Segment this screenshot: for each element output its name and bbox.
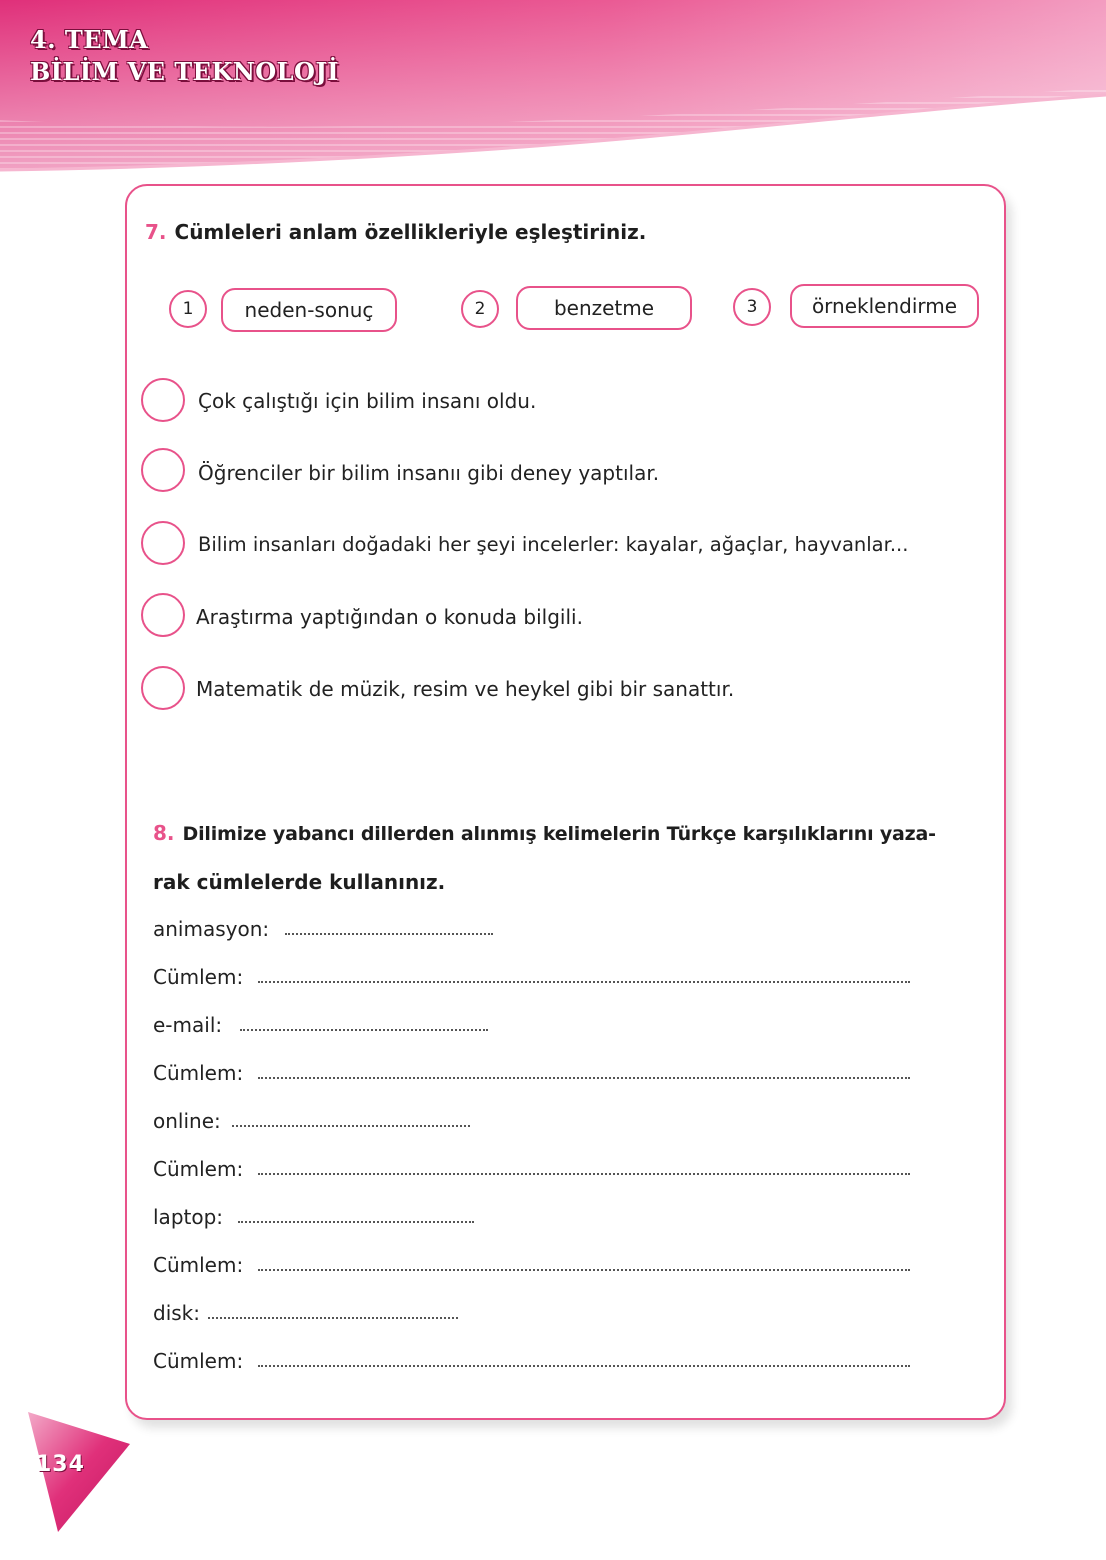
theme-heading (30, 24, 339, 88)
answer-line-disk[interactable] (208, 1317, 458, 1319)
question-7-number: 7. (145, 220, 167, 244)
sentence-label-3: Cümlem: (153, 1157, 244, 1181)
sentence-line-4[interactable] (258, 1269, 910, 1271)
word-email: e-mail: (153, 1013, 223, 1037)
sentence-label-1: Cümlem: (153, 965, 244, 989)
answer-circle-5[interactable] (141, 666, 185, 710)
option-2-label: benzetme (516, 286, 692, 330)
sentence-3: Bilim insanları doğadaki her şeyi incelerler: kayalar, ağaçlar, hayvanlar... (198, 533, 909, 556)
option-1-label: neden-sonuç (221, 288, 397, 332)
sentence-label-2: Cümlem: (153, 1061, 244, 1085)
question-7-prompt (145, 219, 646, 245)
answer-line-laptop[interactable] (238, 1221, 474, 1223)
theme-title: BİLİM VE TEKNOLOJİ (30, 57, 340, 86)
theme-number: 4. TEMA (30, 25, 149, 54)
page-number: 134 (36, 1452, 85, 1477)
answer-circle-4[interactable] (141, 593, 185, 637)
word-laptop: laptop: (153, 1205, 224, 1229)
question-7-text: Cümleleri anlam özellikleriyle eşleştiriniz. (174, 220, 647, 244)
sentence-line-3[interactable] (258, 1173, 910, 1175)
question-8-text-line1: Dilimize yabancı dillerden alınmış kelimelerin Türkçe karşılıklarını yaza- (182, 823, 936, 845)
exercise-card (125, 184, 1006, 1420)
option-3-label: örneklendirme (790, 284, 979, 328)
word-disk: disk: (153, 1301, 200, 1325)
answer-circle-3[interactable] (141, 521, 185, 565)
answer-circle-1[interactable] (141, 378, 185, 422)
sentence-line-1[interactable] (258, 981, 910, 983)
sentence-label-5: Cümlem: (153, 1349, 244, 1373)
header-banner (0, 0, 1106, 190)
sentence-1: Çok çalıştığı için bilim insanı oldu. (198, 389, 537, 413)
option-3-number: 3 (733, 288, 771, 326)
question-8-number: 8. (153, 821, 175, 845)
sentence-4: Araştırma yaptığından o konuda bilgili. (196, 605, 583, 629)
word-animasyon: animasyon: (153, 917, 270, 941)
word-online: online: (153, 1109, 221, 1133)
answer-line-email[interactable] (240, 1029, 488, 1031)
option-1-number: 1 (169, 290, 207, 328)
sentence-line-5[interactable] (258, 1365, 910, 1367)
sentence-line-2[interactable] (258, 1077, 910, 1079)
question-8-prompt-line2: rak cümlelerde kullanınız. (153, 870, 446, 894)
sentence-label-4: Cümlem: (153, 1253, 244, 1277)
answer-circle-2[interactable] (141, 448, 185, 492)
sentence-2: Öğrenciler bir bilim insanıı gibi deney yaptılar. (198, 461, 660, 485)
option-2-number: 2 (461, 290, 499, 328)
answer-line-animasyon[interactable] (285, 933, 493, 935)
sentence-5: Matematik de müzik, resim ve heykel gibi bir sanattır. (196, 677, 735, 701)
question-8-prompt-line1 (153, 820, 936, 847)
answer-line-online[interactable] (232, 1125, 470, 1127)
